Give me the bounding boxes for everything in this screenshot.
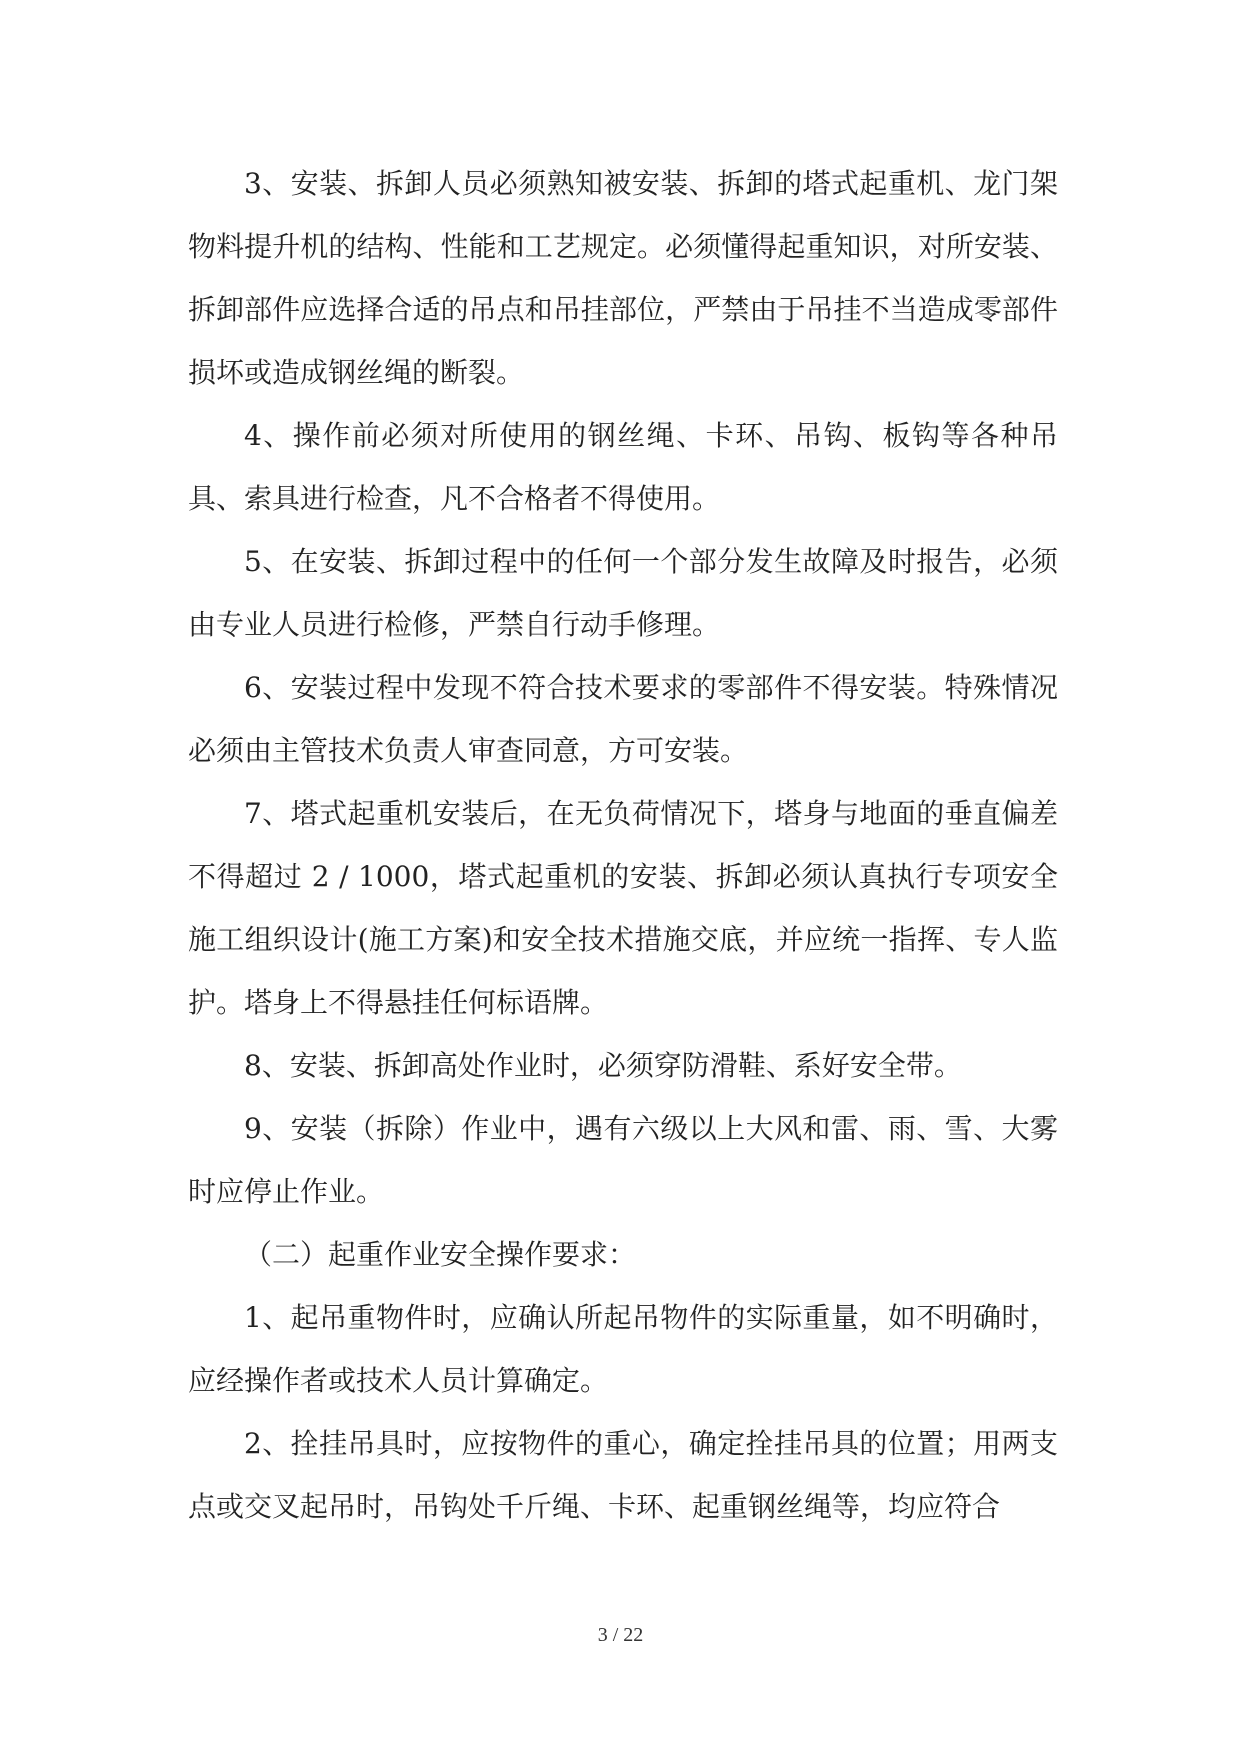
section-heading: （二）起重作业安全操作要求： xyxy=(244,1238,637,1271)
paragraph-item-8: 8、安装、拆卸高处作业时，必须穿防滑鞋、系好安全带。 xyxy=(244,1049,962,1082)
page-number: 3 / 22 xyxy=(597,1624,644,1646)
paragraph-item-5: 5、在安装、拆卸过程中的任何一个部分发生故障及时报告，必须由专业人员进行检修，严禁自行动手修理。 xyxy=(188,545,1058,641)
document-body xyxy=(188,152,1058,1538)
paragraph-item-9: 9、安装（拆除）作业中，遇有六级以上大风和雷、雨、雪、大雾时应停止作业。 xyxy=(188,1112,1058,1208)
paragraph-item-7: 7、塔式起重机安装后，在无负荷情况下，塔身与地面的垂直偏差不得超过 2 / 1000，塔式起重机的安装、拆卸必须认真执行专项安全施工组织设计(施工方案)和安全技术措施交底，并应统一指挥、专人监护。塔身上不得悬挂任何标语牌。 xyxy=(188,797,1058,1019)
paragraph-item-3: 3、安装、拆卸人员必须熟知被安装、拆卸的塔式起重机、龙门架物料提升机的结构、性能和工艺规定。必须懂得起重知识，对所安装、拆卸部件应选择合适的吊点和吊挂部位，严禁由于吊挂不当造成零部件损坏或造成钢丝绳的断裂。 xyxy=(188,167,1058,389)
section-paragraph-1: 1、起吊重物件时，应确认所起吊物件的实际重量，如不明确时，应经操作者或技术人员计算确定。 xyxy=(188,1301,1058,1397)
paragraph-item-4: 4、操作前必须对所使用的钢丝绳、卡环、吊钩、板钩等各种吊具、索具进行检查，凡不合格者不得使用。 xyxy=(188,419,1058,515)
section-paragraph-2: 2、拴挂吊具时，应按物件的重心，确定拴挂吊具的位置；用两支点或交叉起吊时，吊钩处千斤绳、卡环、起重钢丝绳等，均应符合 xyxy=(188,1427,1058,1523)
paragraph-item-6: 6、安装过程中发现不符合技术要求的零部件不得安装。特殊情况必须由主管技术负责人审查同意，方可安装。 xyxy=(188,671,1058,767)
